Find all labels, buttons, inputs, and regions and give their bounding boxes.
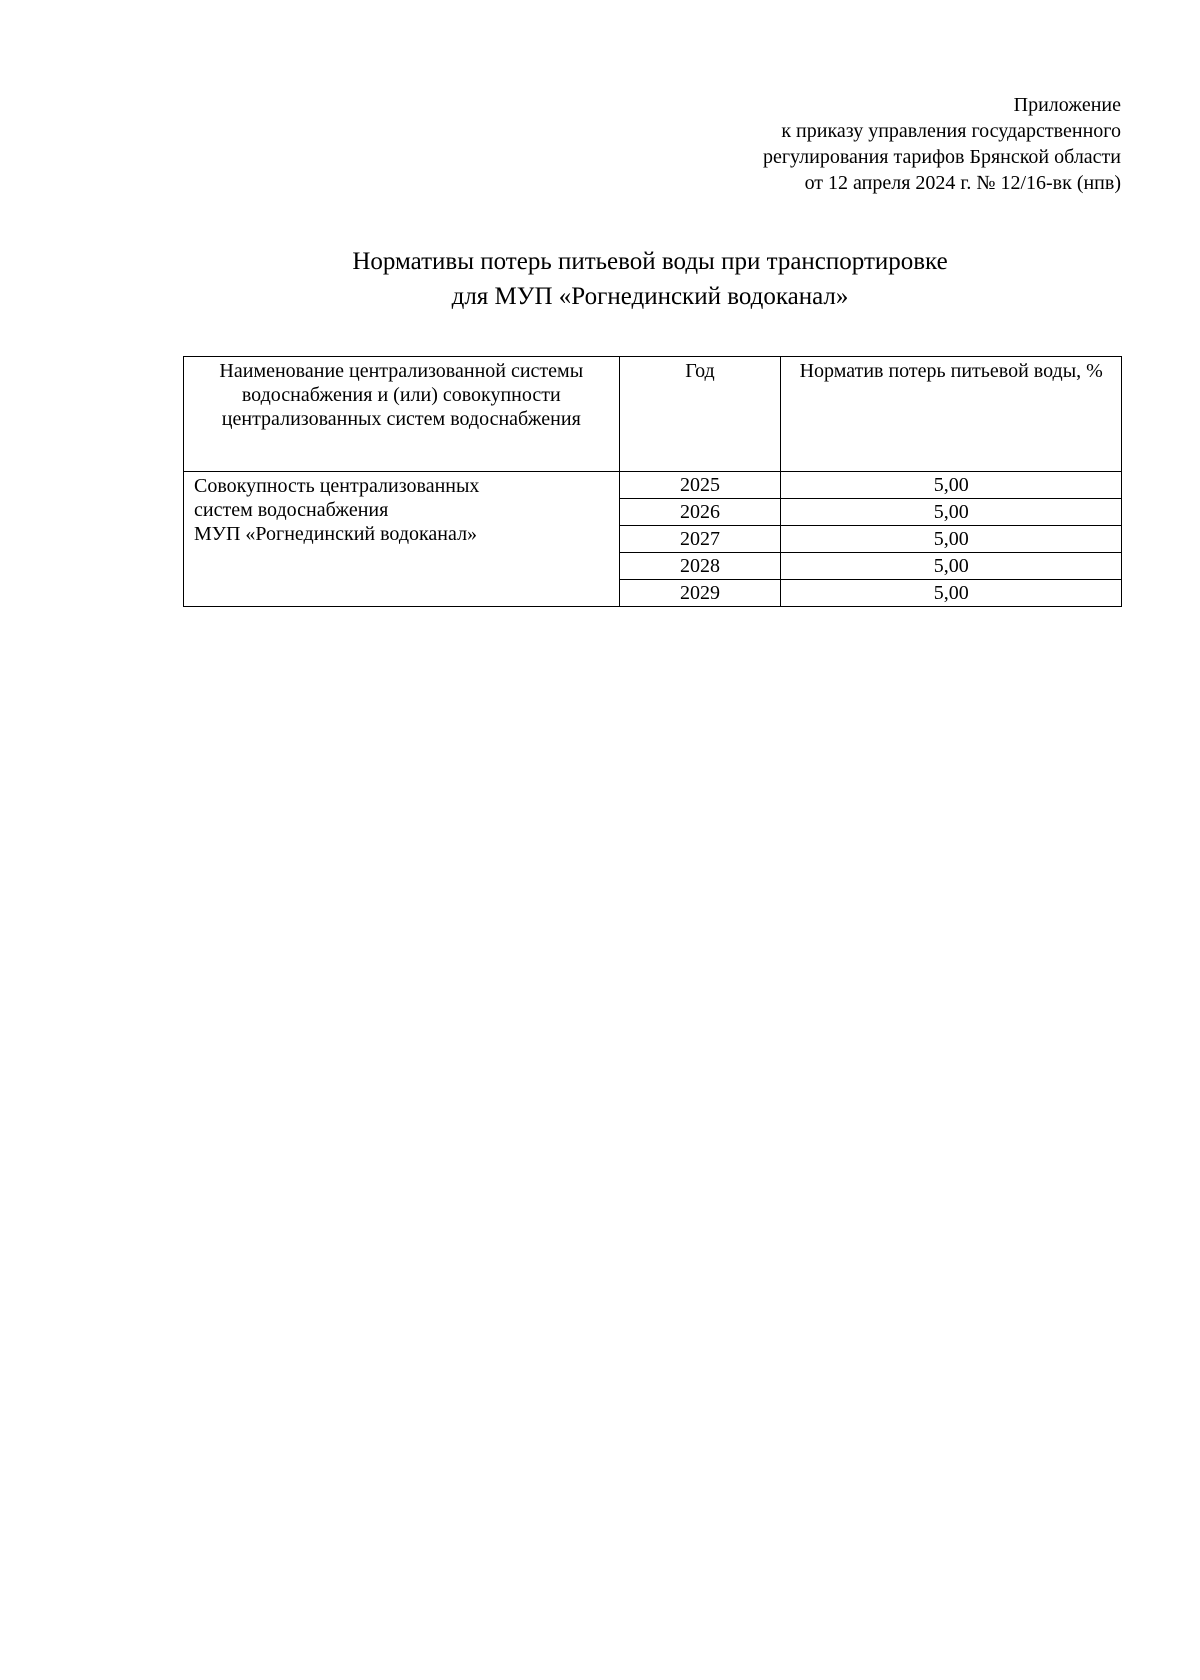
- loss-norm-cell: 5,00: [781, 472, 1122, 499]
- header-year: Год: [619, 357, 781, 472]
- loss-norm-cell: 5,00: [781, 580, 1122, 607]
- loss-norm-cell: 5,00: [781, 553, 1122, 580]
- system-name-cell: [184, 472, 620, 607]
- year-cell: 2026: [619, 499, 781, 526]
- annex-issuing-authority: регулирования тарифов Брянской области: [762, 146, 1121, 168]
- loss-norm-cell: 5,00: [781, 499, 1122, 526]
- year-cell: 2025: [619, 472, 781, 499]
- document-title-line-2: для МУП «Рогнединский водоканал»: [451, 283, 849, 310]
- header-system-name: Наименование централизованной системы водоснабжения и (или) совокупности централизованных систем водоснабжения: [184, 357, 620, 472]
- document-title: [0, 244, 1200, 314]
- loss-norm-cell: 5,00: [781, 526, 1122, 553]
- header-loss-norm: Норматив потерь питьевой воды, %: [781, 357, 1122, 472]
- year-cell: 2028: [619, 553, 781, 580]
- year-cell: 2027: [619, 526, 781, 553]
- table-row: [184, 472, 1122, 499]
- system-name-line: Совокупность централизованных: [194, 475, 480, 497]
- system-name-line: МУП «Рогнединский водоканал»: [194, 523, 478, 545]
- table-header-row: [184, 357, 1122, 472]
- document-title-line-1: Нормативы потерь питьевой воды при транспортировке: [352, 248, 948, 275]
- annex-order-reference: к приказу управления государственного: [781, 120, 1121, 142]
- annex-header: [763, 92, 1121, 196]
- system-name-line: систем водоснабжения: [194, 499, 389, 521]
- annex-label: Приложение: [1013, 94, 1121, 116]
- annex-order-date-number: от 12 апреля 2024 г. № 12/16-вк (нпв): [804, 172, 1121, 194]
- year-cell: 2029: [619, 580, 781, 607]
- water-loss-norms-table: [183, 356, 1122, 607]
